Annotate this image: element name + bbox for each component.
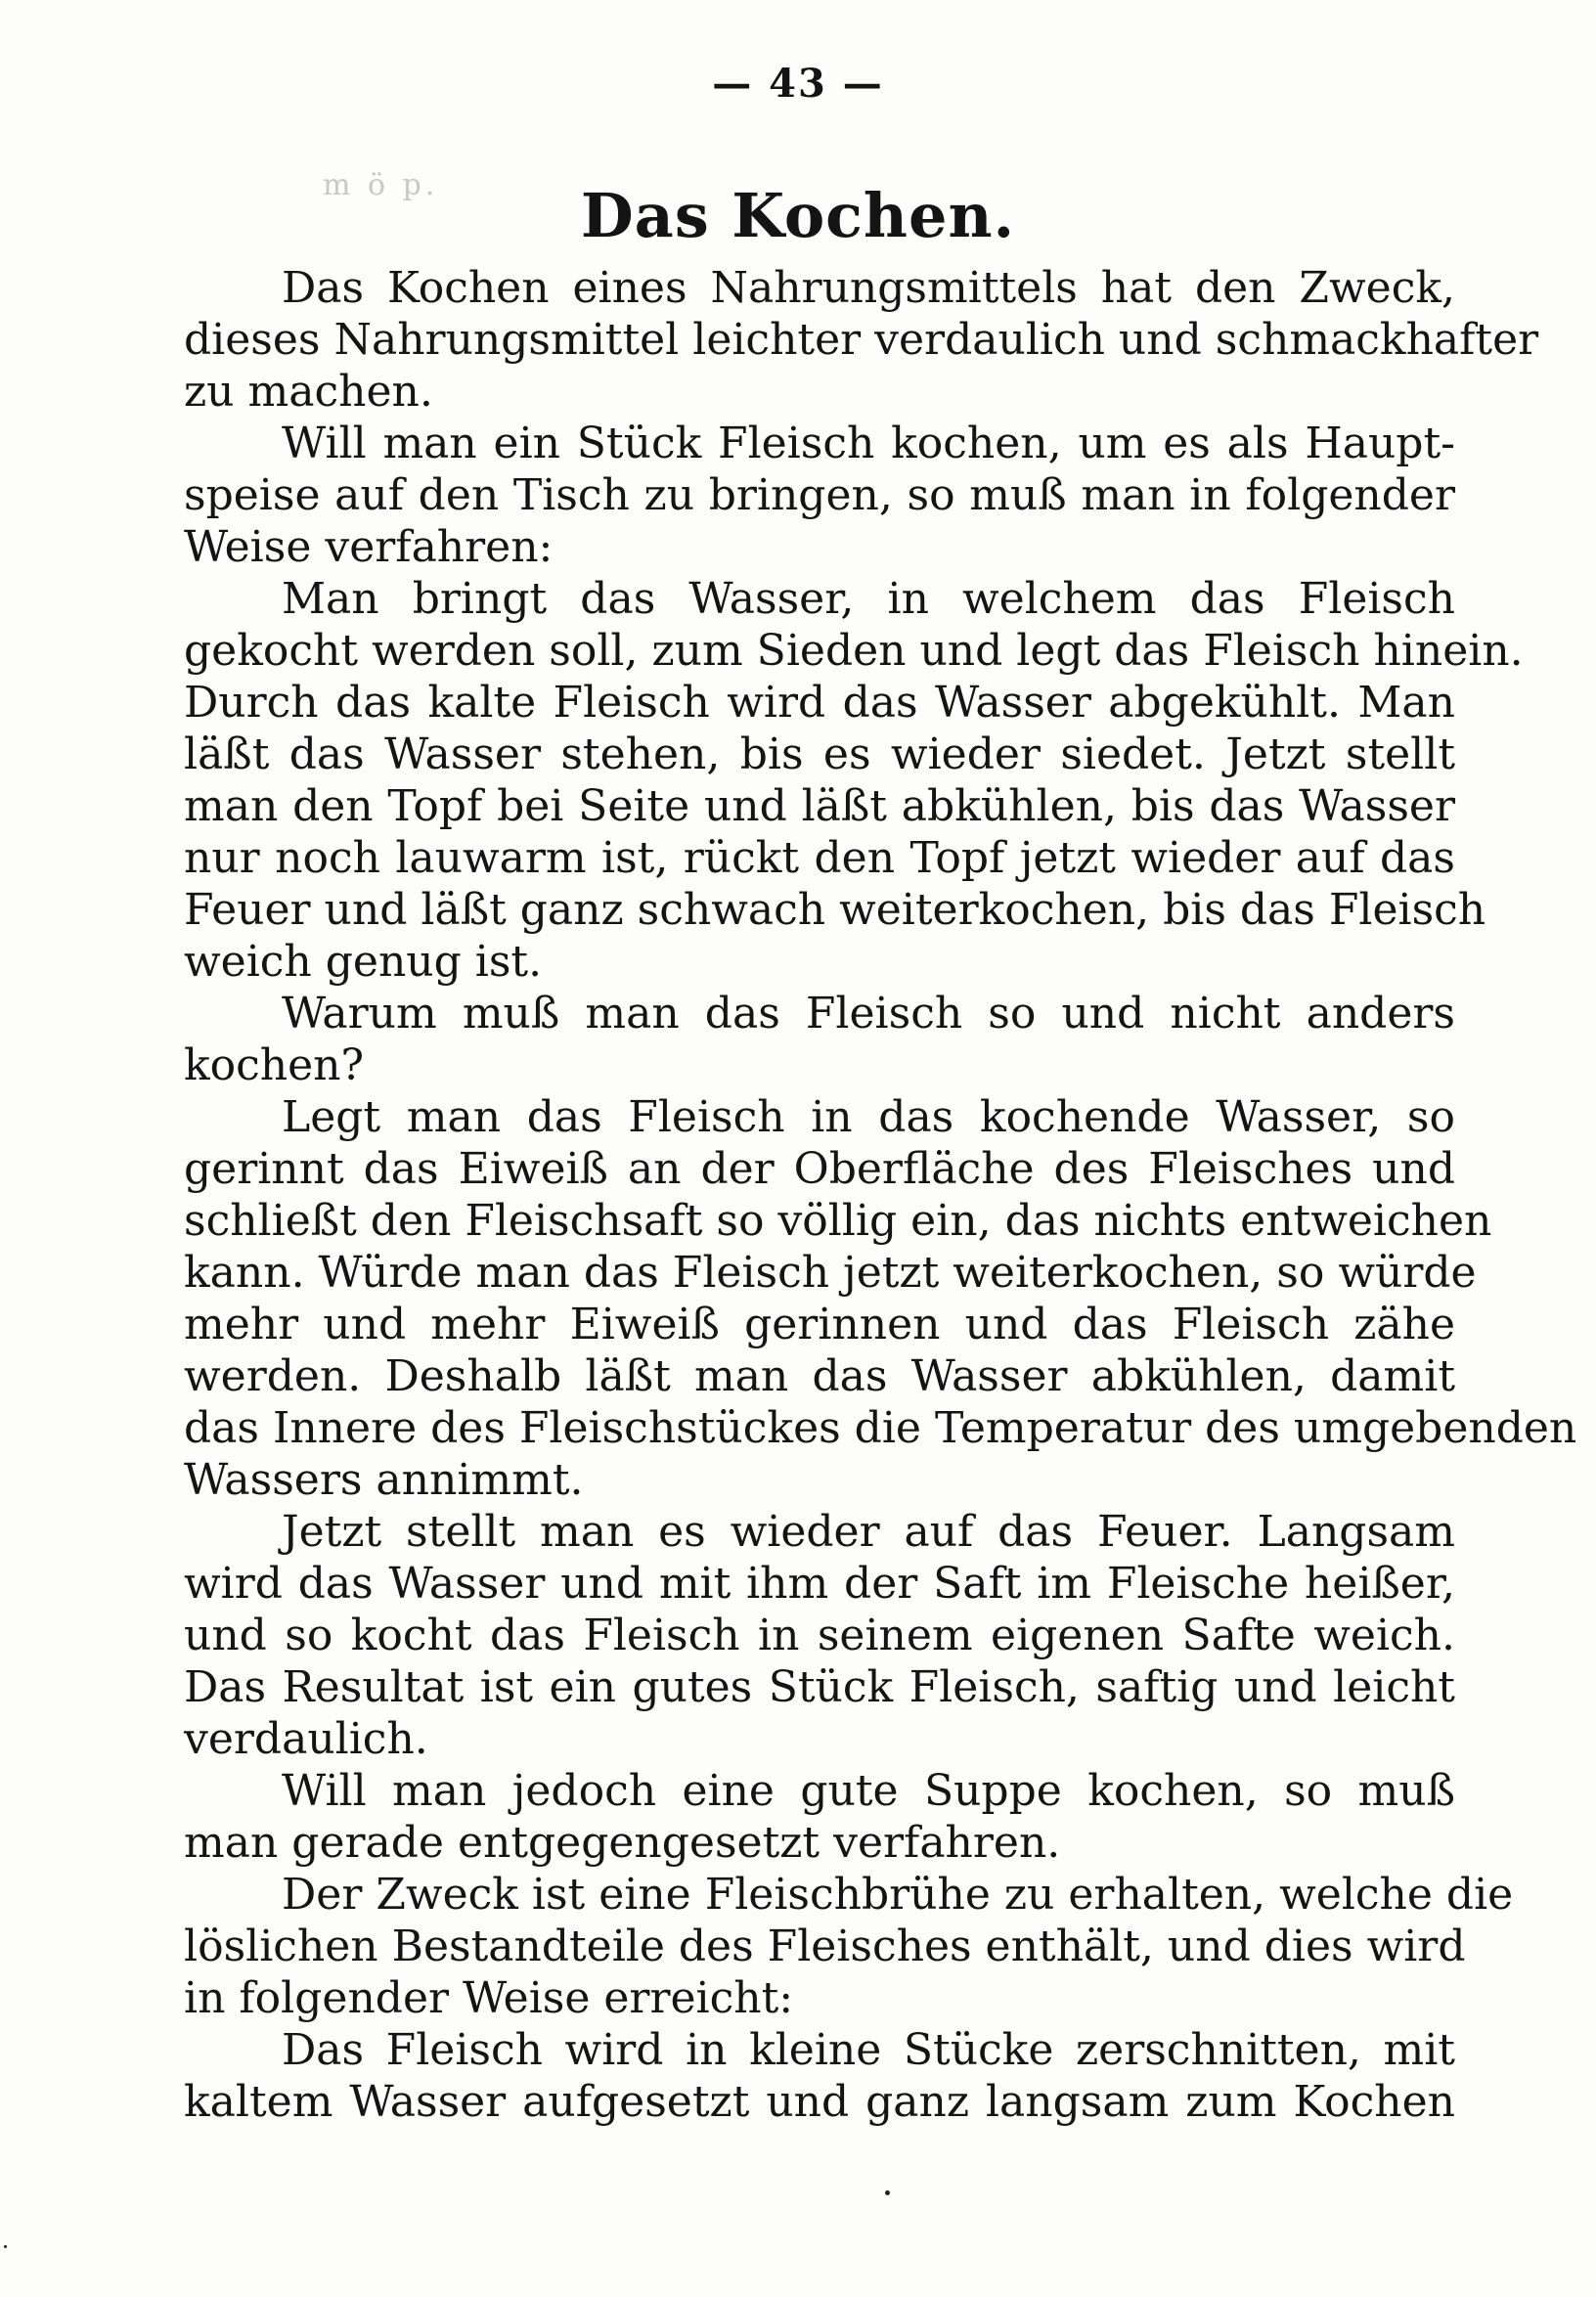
paragraph-6 xyxy=(184,1506,1455,1765)
text-line: das Innere des Fleischstückes die Temperatur des umgebenden xyxy=(184,1403,1577,1453)
text-line: Wassers annimmt. xyxy=(184,1455,584,1505)
text-line: Der Zweck ist eine Fleischbrühe zu erhalten, welche die xyxy=(282,1870,1514,1920)
text-line: läßt das Wasser stehen, bis es wieder siedet. Jetzt stellt xyxy=(184,729,1455,779)
text-line: Legt man das Fleisch in das kochende Wasser, so xyxy=(282,1092,1455,1142)
paragraph-5 xyxy=(184,1091,1577,1506)
paragraph-4 xyxy=(184,988,1455,1091)
faint-stamp-mark: m ö p. xyxy=(323,168,439,202)
text-line: werden. Deshalb läßt man das Wasser abkühlen, damit xyxy=(184,1351,1455,1401)
print-speck xyxy=(885,2190,890,2195)
text-line: kochen? xyxy=(184,1040,365,1090)
paragraph-1 xyxy=(184,262,1539,418)
text-line: wird das Wasser und mit ihm der Saft im Fleische heißer, xyxy=(184,1559,1455,1609)
page-title: Das Kochen. xyxy=(580,180,1016,251)
text-line: gerinnt das Eiweiß an der Oberfläche des Fleisches und xyxy=(184,1144,1455,1194)
paragraph-8 xyxy=(184,1869,1514,2024)
text-line: Jetzt stellt man es wieder auf das Feuer. Langsam xyxy=(282,1507,1455,1557)
text-line: man gerade entgegengesetzt verfahren. xyxy=(184,1818,1061,1868)
text-line: dieses Nahrungsmittel leichter verdaulich und schmackhafter xyxy=(184,315,1539,365)
text-line: zu machen. xyxy=(184,367,433,417)
paragraph-2 xyxy=(184,418,1455,573)
text-line: verdaulich. xyxy=(184,1714,428,1764)
text-line: weich genug ist. xyxy=(184,937,543,987)
text-line: Will man jedoch eine gute Suppe kochen, so muß xyxy=(282,1766,1455,1816)
text-line: Will man ein Stück Fleisch kochen, um es als Haupt- xyxy=(282,419,1455,468)
text-line: Das Kochen eines Nahrungsmittels hat den Zweck, xyxy=(282,263,1455,313)
text-line: Weise verfahren: xyxy=(184,522,554,572)
text-line: speise auf den Tisch zu bringen, so muß man in folgender xyxy=(184,470,1455,520)
paragraph-7 xyxy=(184,1765,1455,1869)
text-line: Das Resultat ist ein gutes Stück Fleisch, saftig und leicht xyxy=(184,1662,1455,1712)
paragraph-3 xyxy=(184,573,1524,988)
text-line: Man bringt das Wasser, in welchem das Fleisch xyxy=(282,574,1455,624)
text-line: Warum muß man das Fleisch so und nicht anders xyxy=(282,989,1455,1038)
text-line: Das Fleisch wird in kleine Stücke zerschnitten, mit xyxy=(282,2025,1455,2075)
text-line: man den Topf bei Seite und läßt abkühlen, bis das Wasser xyxy=(184,781,1455,831)
text-line: in folgender Weise erreicht: xyxy=(184,1973,794,2023)
text-line: schließt den Fleischsaft so völlig ein, das nichts entweichen xyxy=(184,1196,1492,1246)
body-text xyxy=(184,262,1577,2128)
text-line: gekocht werden soll, zum Sieden und legt das Fleisch hinein. xyxy=(184,626,1524,676)
text-line: Durch das kalte Fleisch wird das Wasser abgekühlt. Man xyxy=(184,678,1455,728)
paragraph-9 xyxy=(184,2024,1455,2128)
page-number: — 43 — xyxy=(712,61,884,107)
text-line: und so kocht das Fleisch in seinem eigenen Safte weich. xyxy=(184,1611,1455,1660)
text-line: mehr und mehr Eiweiß gerinnen und das Fleisch zähe xyxy=(184,1300,1455,1349)
text-line: kaltem Wasser aufgesetzt und ganz langsam zum Kochen xyxy=(184,2077,1455,2127)
text-line: Feuer und läßt ganz schwach weiterkochen, bis das Fleisch xyxy=(184,885,1486,935)
print-speck xyxy=(4,2245,7,2248)
text-line: kann. Würde man das Fleisch jetzt weiterkochen, so würde xyxy=(184,1248,1477,1298)
text-line: löslichen Bestandteile des Fleisches enthält, und dies wird xyxy=(184,1922,1466,1971)
text-line: nur noch lauwarm ist, rückt den Topf jetzt wieder auf das xyxy=(184,833,1455,883)
